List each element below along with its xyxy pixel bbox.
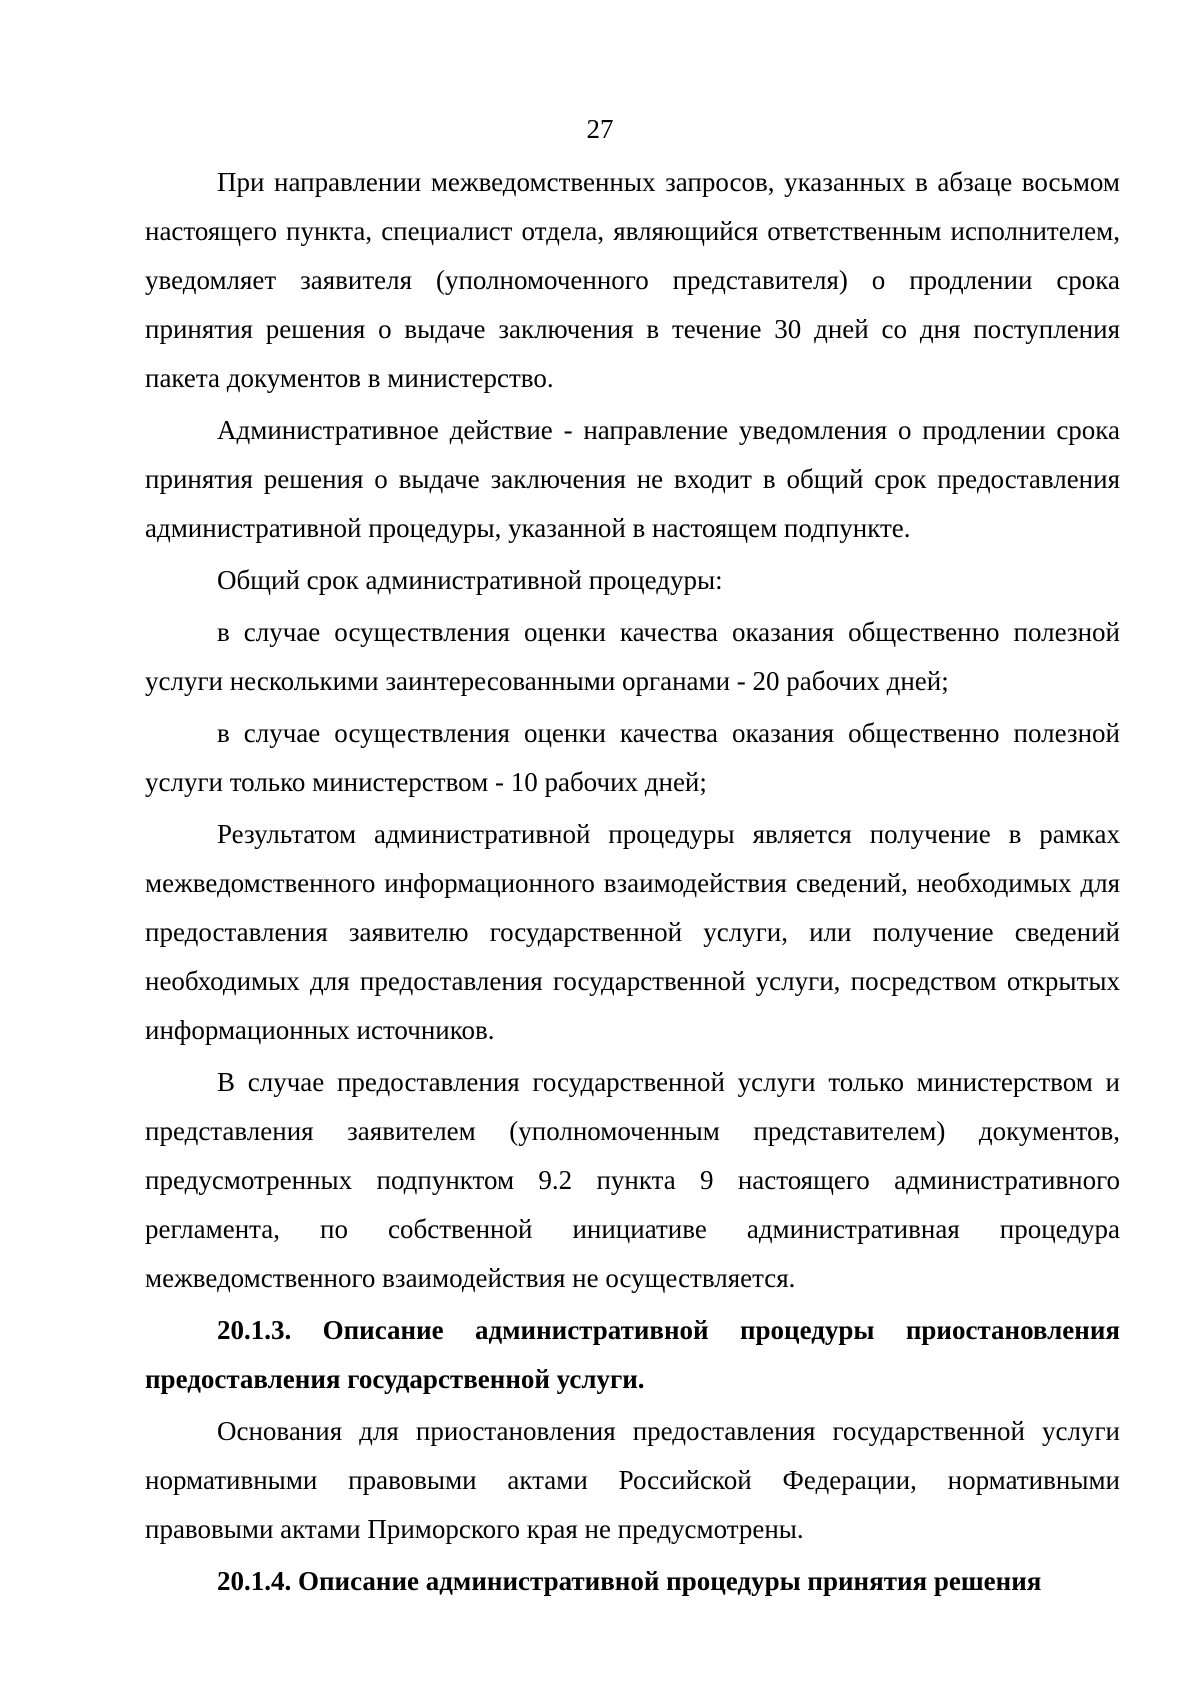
paragraph-suspension-grounds: Основания для приостановления предоставления государственной услуги нормативными правовыми актами Российской Федерации, нормативными правовыми актами Приморского края не предусмотрены. (145, 1416, 1120, 1544)
document-body (145, 158, 1120, 1606)
paragraph-notice-action: Административное действие - направление уведомления о продлении срока принятия решения о выдаче заключения не входит в общий срок предоставления административной процедуры, указанной в настоящем подпункте. (145, 415, 1120, 543)
paragraph-total-term-heading: Общий срок административной процедуры: (217, 565, 723, 595)
paragraph-interagency-request-notice: При направлении межведомственных запросов, указанных в абзаце восьмом настоящего пункта, специалист отдела, являющийся ответственным исполнителем, уведомляет заявителя (уполномоченного представителя) о продлении срока принятия решения о выдаче заключения в течение 30 дней со дня поступления пакета документов в министерство. (145, 167, 1120, 393)
page-number: 27 (586, 114, 614, 144)
paragraph-procedure-result: Результатом административной процедуры является получение в рамках межведомственного информационного взаимодействия сведений, необходимых для предоставления заявителю государственной услуги, или получение сведений необходимых для предоставления государственной услуги, посредством открытых информационных источников. (145, 819, 1120, 1045)
paragraph-term-ministry-only: в случае осуществления оценки качества оказания общественно полезной услуги только министерством - 10 рабочих дней; (145, 718, 1120, 797)
paragraph-interaction-not-performed: В случае предоставления государственной услуги только министерством и представления заявителем (уполномоченным представителем) документов, предусмотренных подпунктом 9.2 пункта 9 настоящего административного регламента, по собственной инициативе административная процедура межведомственного взаимодействия не осуществляется. (145, 1067, 1120, 1293)
section-heading-20-1-4: 20.1.4. Описание административной процедуры принятия решения (217, 1566, 1042, 1596)
section-heading-20-1-3: 20.1.3. Описание административной процедуры приостановления предоставления государственной услуги. (145, 1315, 1120, 1394)
paragraph-term-multiple-agencies: в случае осуществления оценки качества оказания общественно полезной услуги несколькими заинтересованными органами - 20 рабочих дней; (145, 617, 1120, 696)
